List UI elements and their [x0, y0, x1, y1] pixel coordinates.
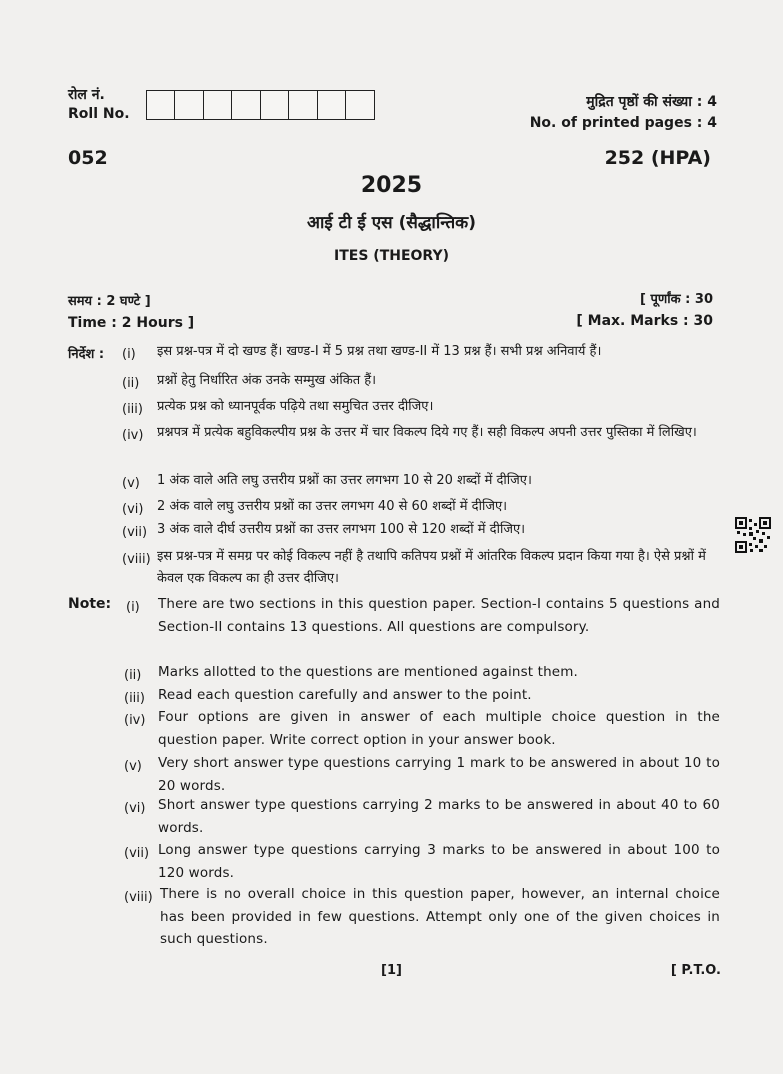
instruction-text: इस प्रश्न-पत्र में दो खण्ड हैं। खण्ड-I में 5 प्रश्न तथा खण्ड-II में 13 प्रश्न हैं। सभी प्रश्न अनिवार्य हैं। [157, 344, 602, 359]
instruction-number: (iii) [122, 402, 143, 417]
note-number: (i) [126, 600, 140, 615]
roll-digit-box[interactable] [146, 90, 176, 120]
printed-pages-english: No. of printed pages : 4 [529, 115, 717, 131]
subject-title-english: ITES (THEORY) [334, 248, 449, 264]
note-text: Short answer type questions carrying 2 marks to be answered in about 40 to 60 words. [158, 797, 720, 836]
instruction-text: प्रश्नपत्र में प्रत्येक बहुविकल्पीय प्रश्न के उत्तर में चार विकल्प दिये गए हैं। सही विकल्प अपनी उत्तर पुस्तिका में लिखिए। [157, 425, 697, 440]
time-hindi: समय : 2 घण्टे ] [68, 294, 151, 309]
paper-code-left: 052 [68, 147, 108, 169]
instruction-number: (viii) [122, 552, 151, 567]
instructions-hindi-label: निर्देश : [68, 347, 105, 362]
instruction-text: प्रत्येक प्रश्न को ध्यानपूर्वक पढ़िये तथा समुचित उत्तर दीजिए। [157, 399, 434, 414]
instruction-text: 3 अंक वाले दीर्घ उत्तरीय प्रश्नों का उत्तर लगभग 100 से 120 शब्दों में दीजिए। [157, 522, 526, 537]
roll-number-boxes[interactable] [147, 90, 375, 120]
printed-pages-info [530, 92, 717, 134]
note-text: Read each question carefully and answer to the point. [158, 687, 532, 703]
note-number: (viii) [124, 890, 153, 905]
note-text: There are two sections in this question paper. Section-I contains 5 questions and Section-II contains 13 questions. All questions are compulsory. [158, 596, 720, 635]
roll-digit-box[interactable] [317, 90, 347, 120]
instruction-number: (vii) [122, 525, 148, 540]
roll-digit-box[interactable] [260, 90, 290, 120]
roll-label-english: Roll No. [68, 106, 130, 122]
paper-code-right: 252 (HPA) [604, 147, 711, 169]
roll-digit-box[interactable] [174, 90, 204, 120]
roll-digit-box[interactable] [288, 90, 318, 120]
page-number: [1] [381, 963, 402, 978]
time-english: Time : 2 Hours ] [68, 315, 195, 331]
roll-digit-box[interactable] [345, 90, 375, 120]
exam-year: 2025 [360, 173, 423, 198]
roll-number-label [68, 86, 130, 124]
instructions-english-label: Note: [68, 596, 112, 612]
max-marks-hindi: [ पूर्णांक : 30 [640, 292, 713, 307]
max-marks-english: [ Max. Marks : 30 [576, 313, 713, 329]
roll-label-hindi: रोल नं. [68, 87, 105, 103]
note-number: (vi) [124, 801, 146, 816]
instruction-number: (iv) [122, 428, 144, 443]
note-number: (iii) [124, 691, 145, 706]
instruction-text: 2 अंक वाले लघु उत्तरीय प्रश्नों का उत्तर लगभग 40 से 60 शब्दों में दीजिए। [157, 499, 508, 514]
qr-code-icon [735, 517, 771, 553]
instruction-number: (v) [122, 476, 140, 491]
instruction-number: (vi) [122, 502, 144, 517]
instruction-text: 1 अंक वाले अति लघु उत्तरीय प्रश्नों का उत्तर लगभग 10 से 20 शब्दों में दीजिए। [157, 473, 532, 488]
roll-digit-box[interactable] [231, 90, 261, 120]
note-number: (vii) [124, 846, 150, 861]
note-text: Four options are given in answer of each multiple choice question in the question paper. Write correct option in your answer book. [158, 709, 720, 748]
note-number: (iv) [124, 713, 146, 728]
note-text: There is no overall choice in this question paper, however, an internal choice has been provided in few questions. Attempt only one of the given choices in such questions. [160, 886, 720, 947]
note-text: Long answer type questions carrying 3 marks to be answered in about 100 to 120 words. [158, 842, 720, 881]
please-turn-over: [ P.T.O. [670, 963, 721, 978]
instruction-text: इस प्रश्न-पत्र में समग्र पर कोई विकल्प नहीं है तथापि कतिपय प्रश्नों में आंतरिक विकल्प प्रदान किया गया है। ऐसे प्रश्नों में केवल एक विकल्प का ही उत्तर दीजिए। [157, 549, 706, 586]
note-text: Marks allotted to the questions are mentioned against them. [158, 664, 578, 680]
printed-pages-hindi: मुद्रित पृष्ठों की संख्या : 4 [586, 94, 717, 110]
instruction-number: (i) [122, 347, 136, 362]
subject-title-hindi: आई टी ई एस (सैद्धान्तिक) [306, 213, 476, 233]
instruction-number: (ii) [122, 376, 140, 391]
note-text: Very short answer type questions carrying 1 mark to be answered in about 10 to 20 words. [158, 755, 720, 794]
note-number: (v) [124, 759, 142, 774]
roll-digit-box[interactable] [203, 90, 233, 120]
note-number: (ii) [124, 668, 142, 683]
instruction-text: प्रश्नों हेतु निर्धारित अंक उनके सम्मुख अंकित हैं। [157, 373, 377, 388]
